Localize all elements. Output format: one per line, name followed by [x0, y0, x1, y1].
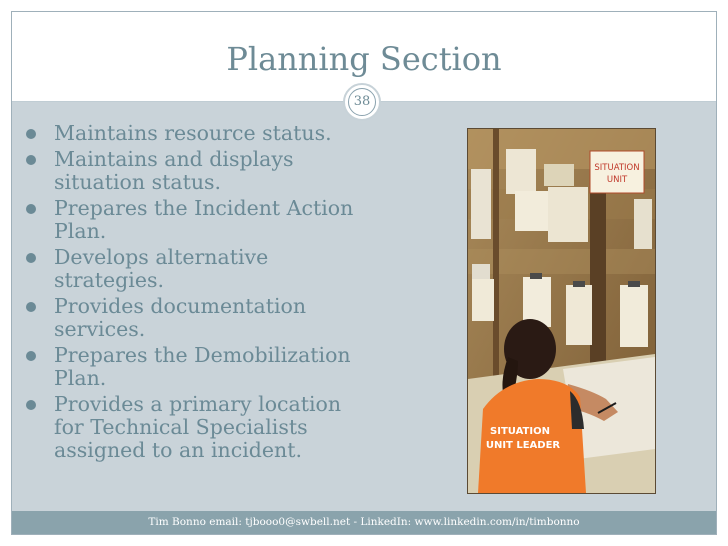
bullet-text: Maintains resource status.	[54, 121, 332, 145]
bullet-text: Provides documentation services.	[54, 294, 307, 341]
bullet-text: Prepares the Demobilization Plan.	[54, 343, 351, 390]
bullet-text: Prepares the Incident Action Plan.	[54, 196, 354, 243]
slide-title: Planning Section	[226, 40, 502, 78]
slide-number-badge	[343, 83, 381, 121]
bullet-dot-icon	[26, 129, 36, 139]
bullet-item	[20, 295, 360, 341]
bullet-text: Maintains and displays situation status.	[54, 147, 294, 194]
bullet-dot-icon	[26, 155, 36, 165]
footer-band	[12, 511, 716, 534]
bullet-item	[20, 344, 360, 390]
footer-credit: Tim Bonno email: tjbooo0@swbell.net - LinkedIn: www.linkedin.com/in/timbonno	[148, 516, 580, 528]
bullet-item	[20, 197, 360, 243]
bullet-dot-icon	[26, 351, 36, 361]
vest-line-2: UNIT LEADER	[485, 440, 561, 451]
bullet-dot-icon	[26, 400, 36, 410]
bullet-item	[20, 393, 360, 462]
bullet-dot-icon	[26, 204, 36, 214]
sign-line-2: UNIT	[606, 175, 628, 185]
slide-number: 38	[348, 88, 376, 116]
bullet-list	[20, 122, 360, 465]
slide	[11, 11, 717, 535]
bullet-text: Develops alternative strategies.	[54, 245, 269, 292]
bullet-item	[20, 246, 360, 292]
bullet-text: Provides a primary location for Technical Specialists assigned to an incident.	[54, 392, 342, 462]
situation-unit-photo	[467, 128, 656, 494]
bullet-item	[20, 122, 360, 145]
bullet-dot-icon	[26, 253, 36, 263]
bullet-item	[20, 148, 360, 194]
sign-line-1: SITUATION	[594, 163, 640, 173]
vest-line-1: SITUATION	[490, 426, 550, 437]
bullet-dot-icon	[26, 302, 36, 312]
